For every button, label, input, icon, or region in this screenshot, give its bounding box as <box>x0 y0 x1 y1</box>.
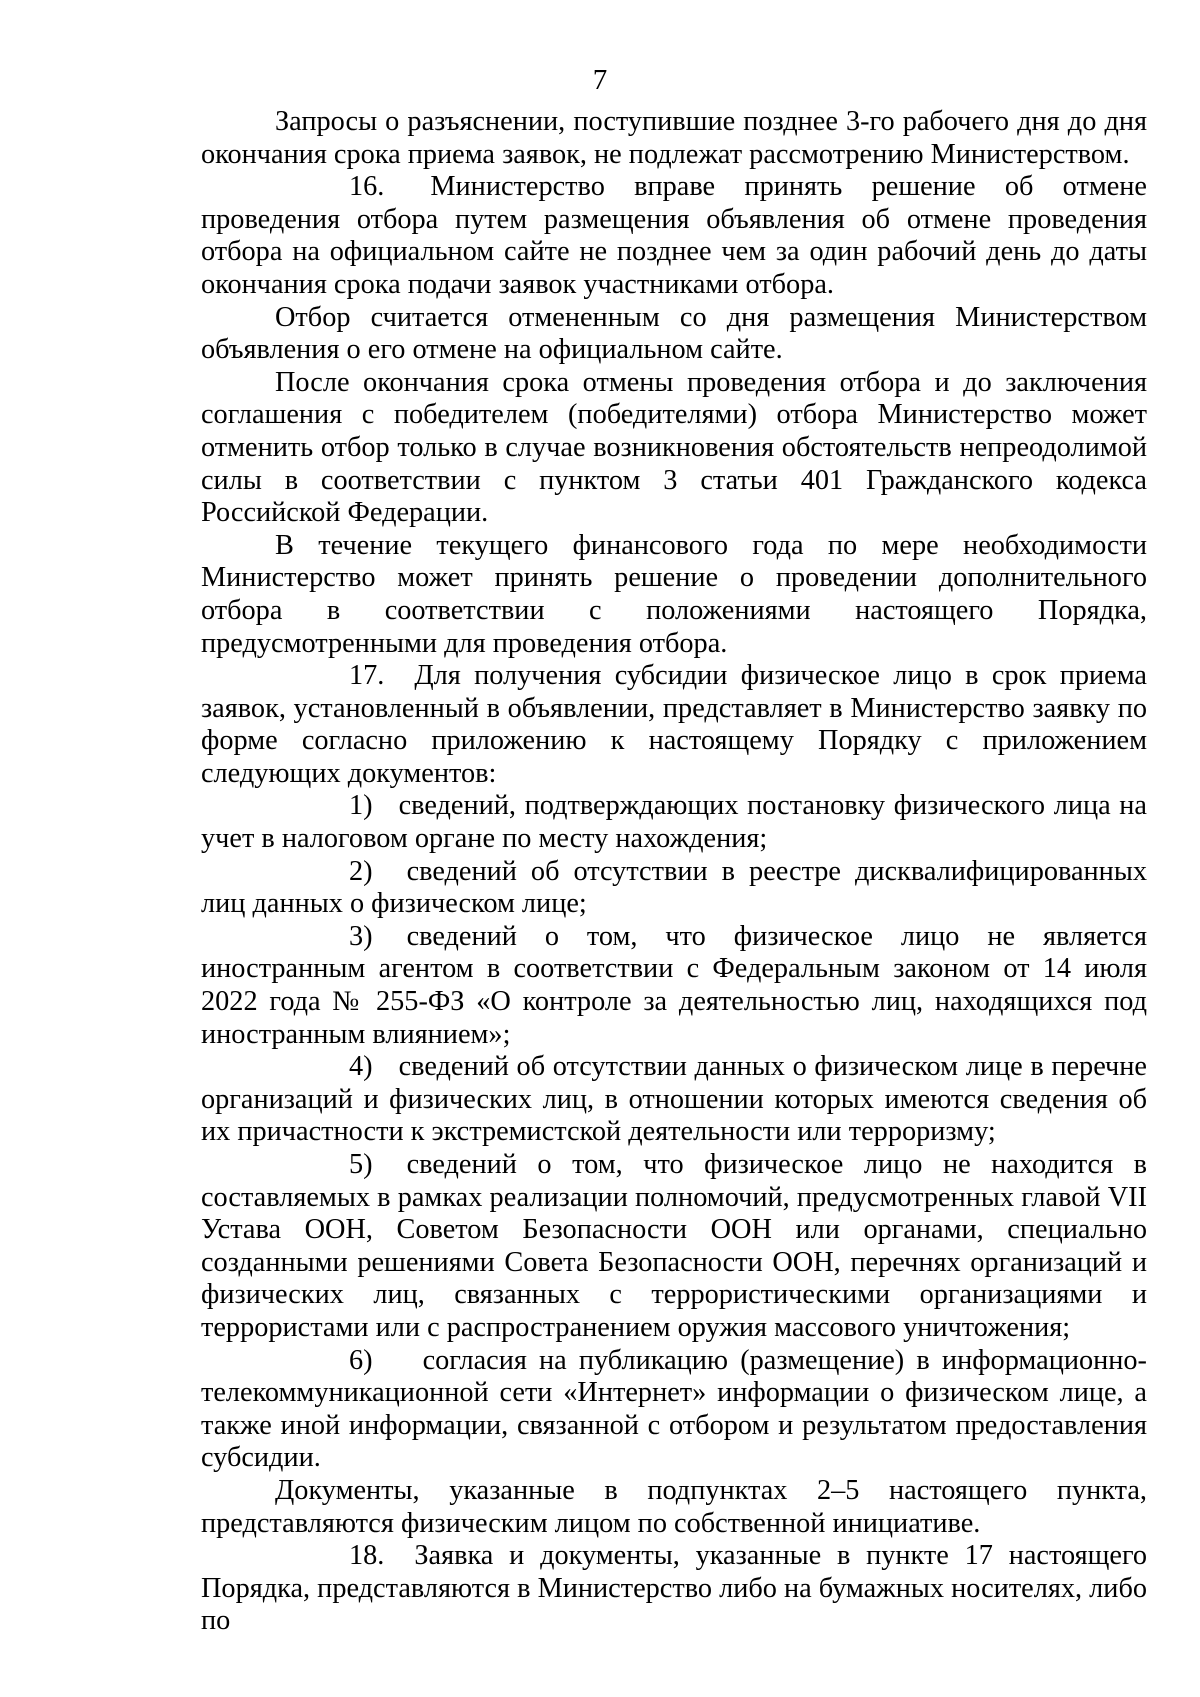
subitem-1 <box>201 790 1147 855</box>
subitem-2-text: сведений об отсутствии в реестре дисквалифицированных лиц данных о физическом лице; <box>201 855 1147 920</box>
paragraph-selection-cancelled: Отбор считается отмененным со дня размещения Министерством объявления о его отмене на официальном сайте. <box>201 301 1147 366</box>
subitem-6-number: 6) <box>349 1344 373 1376</box>
subitem-2-number: 2) <box>349 855 373 887</box>
paragraph-clarification-requests: Запросы о разъяснении, поступившие позднее 3-го рабочего дня до дня окончания срока приема заявок, не подлежат рассмотрению Министерством. <box>201 106 1147 170</box>
paragraph-18 <box>201 1540 1147 1638</box>
paragraph-16 <box>201 171 1147 301</box>
subitem-1-number: 1) <box>349 790 373 822</box>
paragraph-after-cancellation: После окончания срока отмены проведения отбора и до заключения соглашения с победителем (победителями) отбора Министерство может отменить отбор только в случае возникновения обстоятельств непреодолимой силы в соответствии с пунктом 3 статьи 401 Гражданского кодекса Российской Федерации. <box>201 366 1147 529</box>
paragraph-17-text: Для получения субсидии физическое лицо в срок приема заявок, установленный в объявлении, представляет в Министерство заявку по форме согласно приложению к настоящему Порядку с приложением следующих документов: <box>201 660 1147 789</box>
document-body <box>201 106 1147 1638</box>
paragraph-additional-selection: В течение текущего финансового года по мере необходимости Министерство может принять решение о проведении дополнительного отбора в соответствии с положениями настоящего Порядка, предусмотренными для проведения отбора. <box>201 529 1147 659</box>
page-number: 7 <box>592 64 608 96</box>
paragraph-18-text: Заявка и документы, указанные в пункте 17 настоящего Порядка, представляются в Министерство либо на бумажных носителях, либо по <box>201 1540 1147 1637</box>
subitem-6 <box>201 1345 1147 1475</box>
subitem-2 <box>201 856 1147 921</box>
subitem-4-text: сведений об отсутствии данных о физическом лице в перечне организаций и физических лиц, в отношении которых имеются сведения об их причастности к экстремистской деятельности или терроризму; <box>201 1051 1147 1148</box>
subitem-4-number: 4) <box>349 1051 373 1083</box>
paragraph-16-number: 16. <box>349 171 385 203</box>
subitem-5-number: 5) <box>349 1149 373 1180</box>
subitem-5 <box>201 1149 1147 1345</box>
paragraph-17 <box>201 660 1147 790</box>
subitem-3 <box>201 921 1147 1051</box>
subitem-3-number: 3) <box>349 920 373 952</box>
paragraph-18-number: 18. <box>349 1540 385 1572</box>
paragraph-documents-on-initiative: Документы, указанные в подпунктах 2–5 настоящего пункта, представляются физическим лицом по собственной инициативе. <box>201 1474 1147 1539</box>
subitem-5-text: сведений о том, что физическое лицо не находится в составляемых в рамках реализации полномочий, предусмотренных главой VII Устава ООН, Советом Безопасности ООН или органами, специально созданными решениями Совета Безопасности ООН, перечнях организаций и физических лиц, связанных с террористическими организациями и террористами или с распространением оружия массового уничтожения; <box>201 1149 1147 1343</box>
subitem-3-text: сведений о том, что физическое лицо не является иностранным агентом в соответствии с Федеральным законом от 14 июля 2022 года № 255-ФЗ «О контроле за деятельностью лиц, находящихся под иностранным влиянием»; <box>201 920 1147 1050</box>
subitem-6-text: согласия на публикацию (размещение) в информационно-телекоммуникационной сети «Интернет» информации о физическом лице, а также иной информации, связанной с отбором и результатом предоставления субсидии. <box>201 1344 1147 1474</box>
paragraph-17-number: 17. <box>349 660 385 692</box>
subitem-1-text: сведений, подтверждающих постановку физического лица на учет в налоговом органе по месту нахождения; <box>201 790 1147 855</box>
subitem-4 <box>201 1051 1147 1149</box>
paragraph-16-text: Министерство вправе принять решение об отмене проведения отбора путем размещения объявления об отмене проведения отбора на официальном сайте не позднее чем за один рабочий день до даты окончания срока подачи заявок участниками отбора. <box>201 171 1147 300</box>
